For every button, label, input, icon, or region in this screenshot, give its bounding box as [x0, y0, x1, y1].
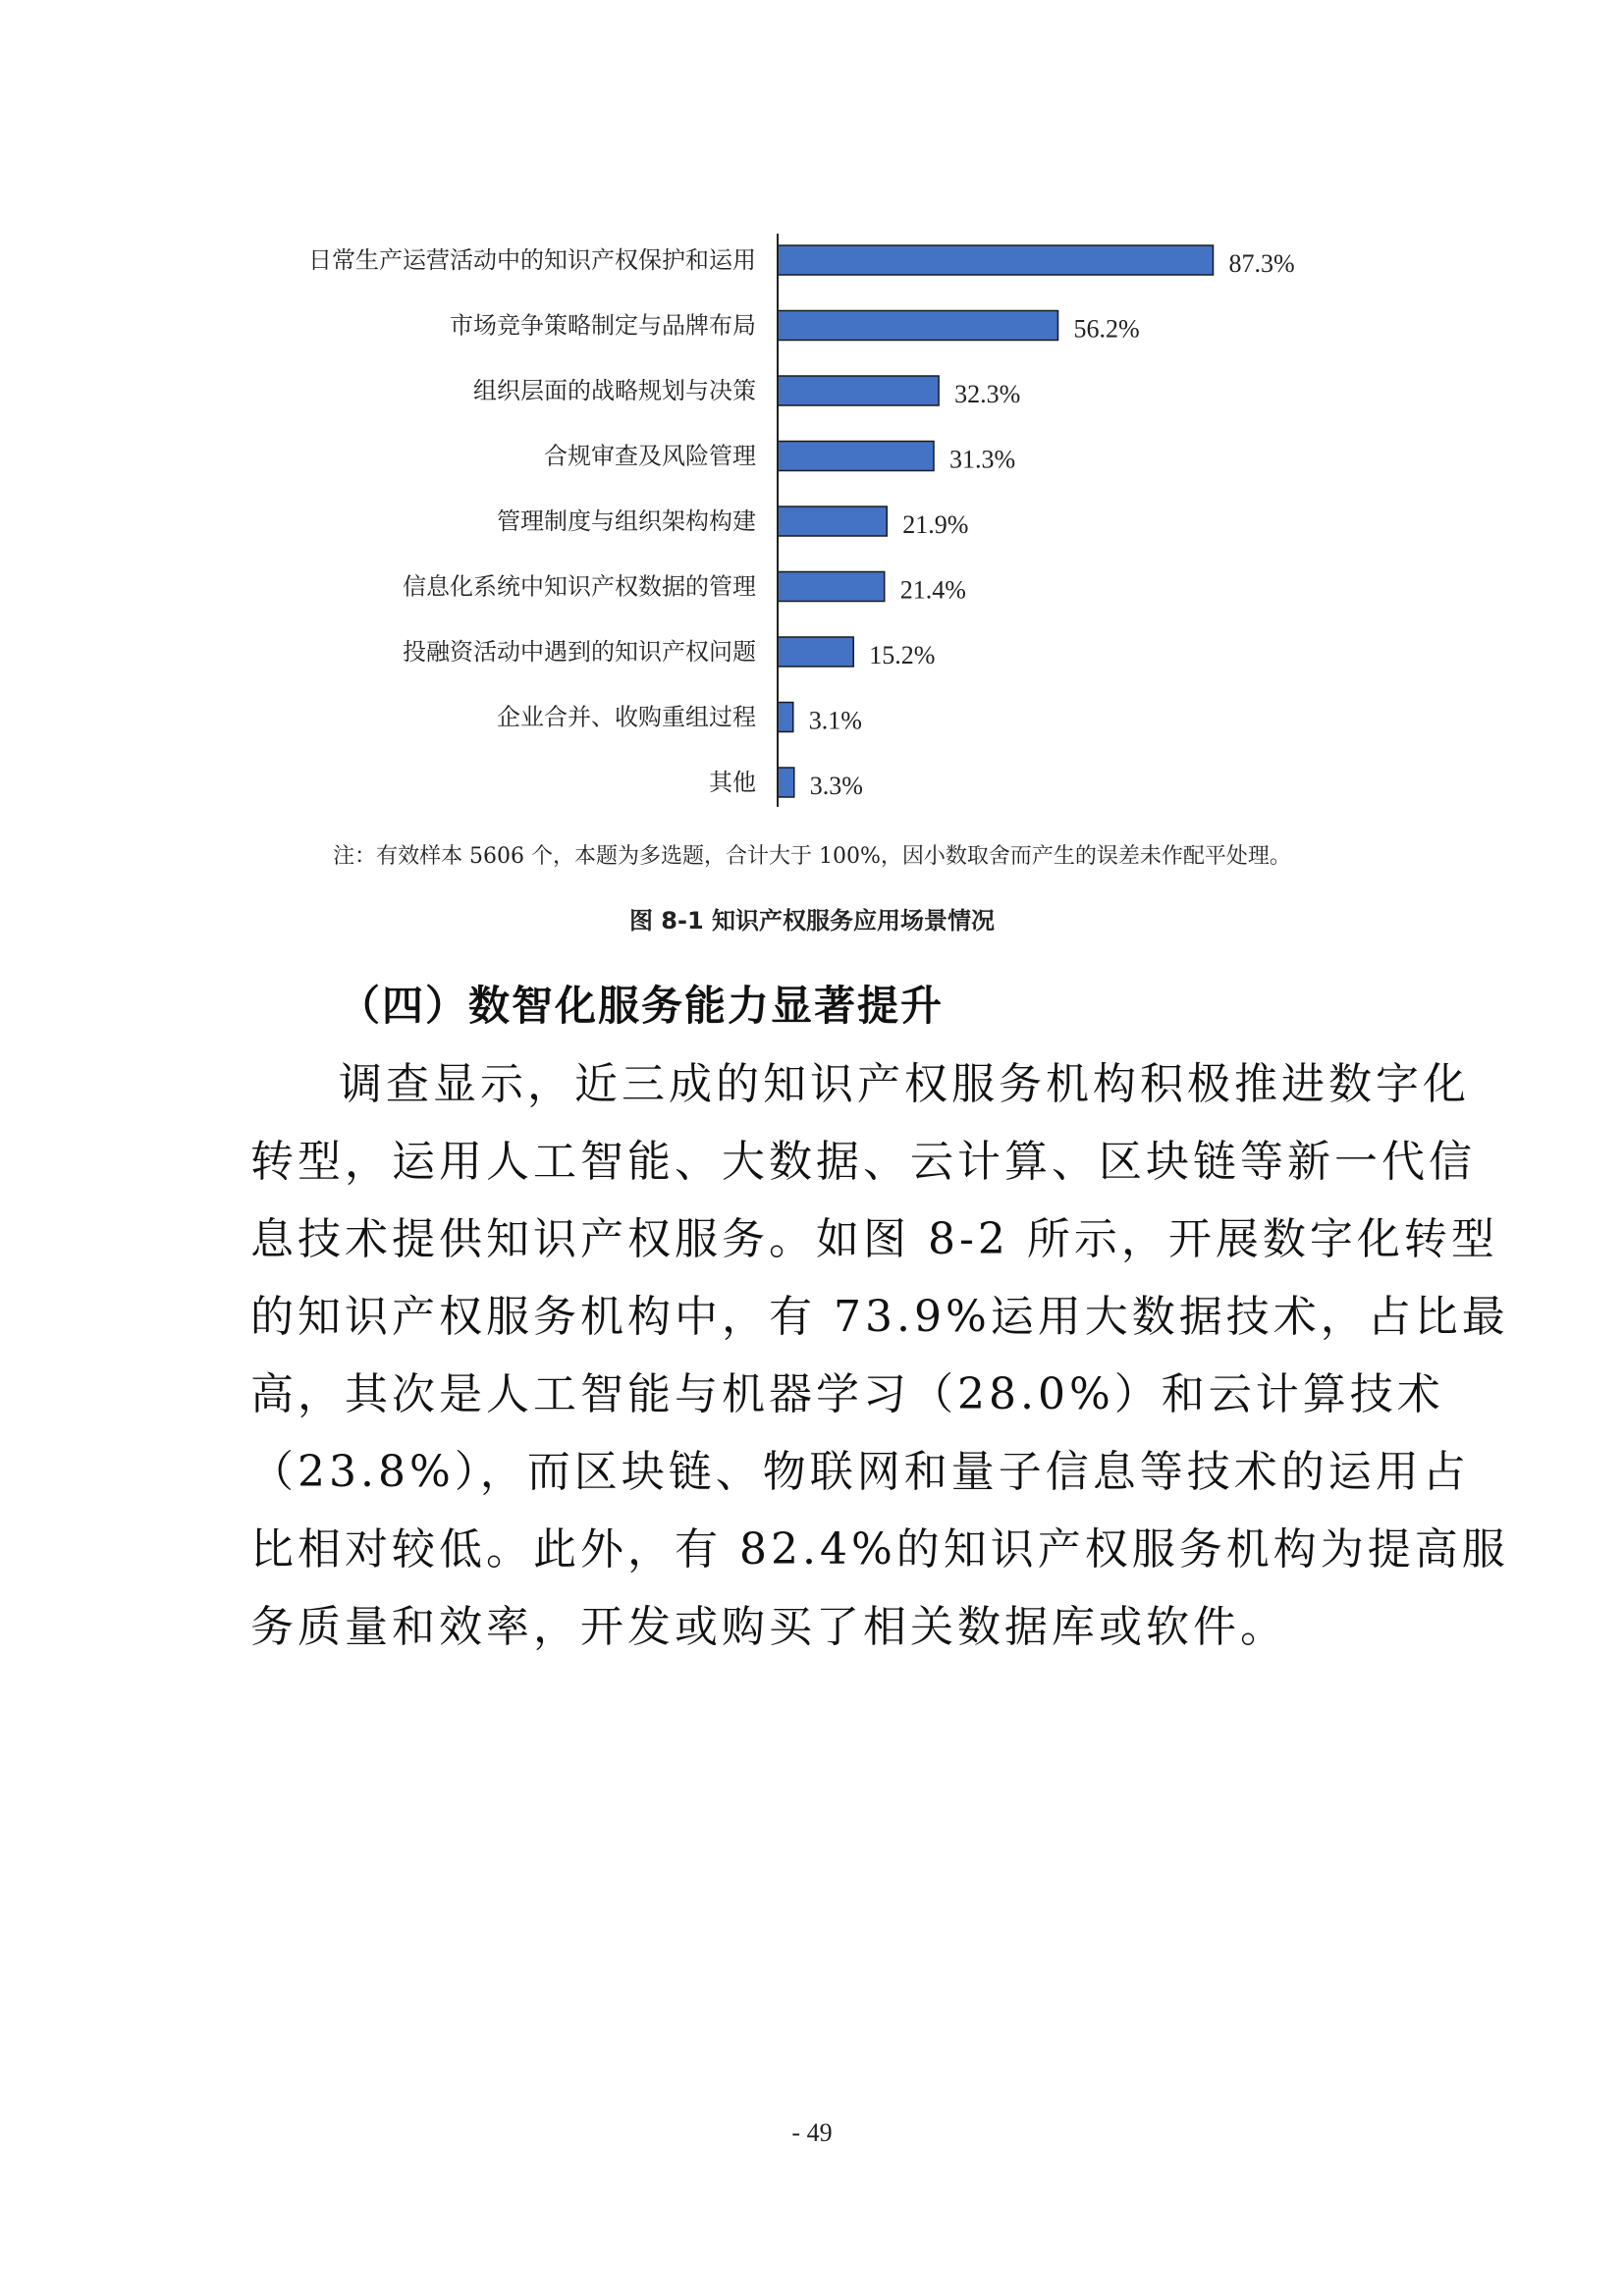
bar [778, 637, 853, 667]
data-label: 87.3% [1228, 249, 1295, 278]
paragraph-line: 高，其次是人工智能与机器学习（28.0%）和云计算技术 [250, 1369, 1444, 1419]
data-label: 56.2% [1073, 314, 1140, 344]
category-label: 其他 [709, 769, 756, 796]
category-label: 投融资活动中遇到的知识产权问题 [403, 638, 756, 666]
category-label: 市场竞争策略制定与品牌布局 [450, 311, 756, 340]
bar [778, 376, 939, 405]
paragraph-line: 务质量和效率，开发或购买了相关数据库或软件。 [250, 1602, 1287, 1652]
bar [778, 311, 1057, 341]
bar-chart [0, 0, 1624, 834]
category-label: 管理制度与组织架构构建 [497, 507, 756, 535]
category-label: 组织层面的战略规划与决策 [473, 377, 756, 404]
paragraph-line: （23.8%），而区块链、物联网和量子信息等技术的运用占 [250, 1447, 1470, 1497]
data-label: 21.9% [902, 510, 969, 539]
paragraph-line: 比相对较低。此外，有 82.4%的知识产权服务机构为提高服 [250, 1524, 1509, 1575]
category-label: 合规审查及风险管理 [544, 442, 756, 470]
paragraph-line: 息技术提供知识产权服务。如图 8-2 所示，开展数字化转型 [250, 1214, 1498, 1264]
bar [778, 703, 793, 732]
section-heading: （四）数智化服务能力显著提升 [339, 982, 945, 1030]
bar [778, 245, 1213, 275]
page-number: - 49 [791, 2118, 833, 2147]
data-label: 32.3% [954, 380, 1021, 408]
paragraph-line: 调查显示，近三成的知识产权服务机构积极推进数字化 [339, 1059, 1470, 1109]
data-label: 21.4% [899, 575, 966, 605]
bar [778, 768, 794, 797]
data-label: 3.3% [809, 772, 863, 800]
category-label: 信息化系统中知识产权数据的管理 [403, 572, 756, 601]
paragraph-line: 的知识产权服务机构中，有 73.9%运用大数据技术，占比最 [250, 1292, 1509, 1342]
bar [778, 442, 934, 471]
data-label: 31.3% [949, 445, 1016, 474]
bar [778, 507, 887, 536]
figure-note: 注：有效样本 5606 个，本题为多选题，合计大于 100%，因小数取舍而产生的误差未作配平处理。 [333, 844, 1291, 869]
paragraph-line: 转型，运用人工智能、大数据、云计算、区块链等新一代信 [250, 1137, 1476, 1187]
bar [778, 572, 885, 602]
category-label: 企业合并、收购重组过程 [497, 703, 756, 731]
data-label: 3.1% [808, 706, 862, 735]
figure-caption: 图 8-1 知识产权服务应用场景情况 [628, 907, 996, 934]
data-label: 15.2% [869, 641, 936, 669]
category-label: 日常生产运营活动中的知识产权保护和运用 [308, 246, 756, 274]
